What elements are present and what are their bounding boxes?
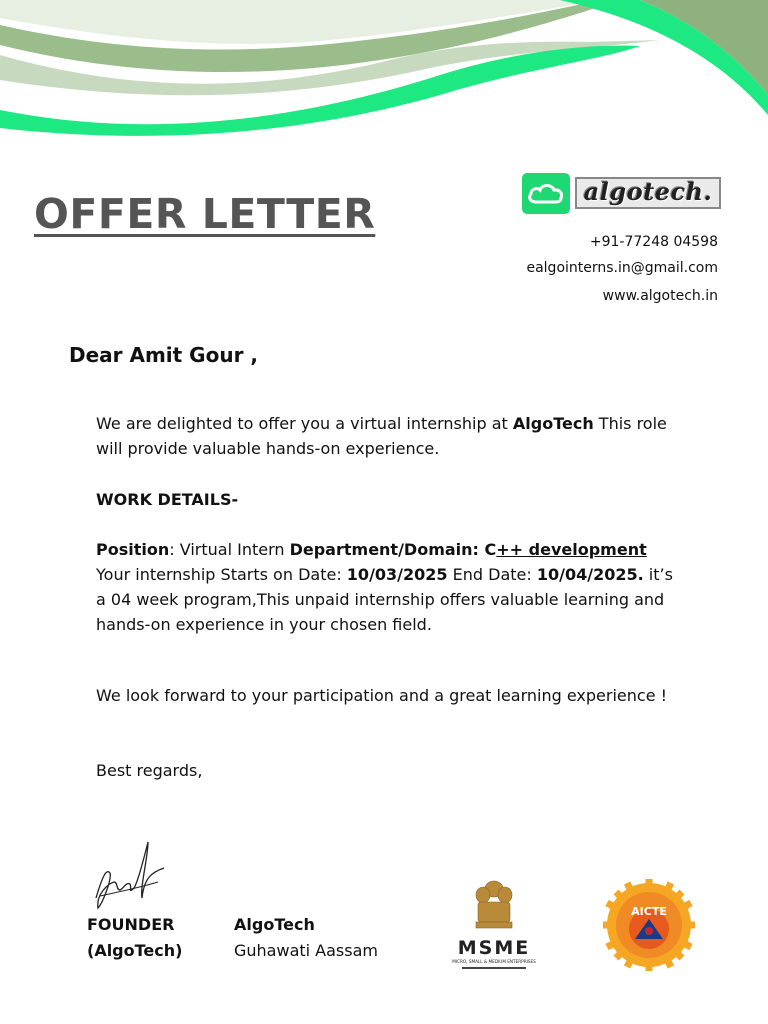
svg-text:MSME: MSME [457, 937, 531, 959]
cloud-icon [522, 173, 570, 214]
aicte-logo [601, 877, 697, 973]
page-title: OFFER LETTER [34, 190, 376, 238]
svg-text:AICTE: AICTE [631, 905, 667, 918]
company-location: Guhawati Aassam [234, 941, 378, 960]
header-wave-decoration [0, 0, 768, 140]
contact-phone: +91-77248 04598 [589, 234, 718, 250]
details-paragraph: Position: Virtual Intern Department/Domain: C++ development Your internship Starts on Date: 10/03/2025 End Date: 10/04/2025. it’s a 04 week program,This unpaid internship offers valuable learning and hands-on experience in your chosen field. [96, 540, 673, 634]
founder-label: FOUNDER [87, 915, 175, 934]
company-logo [522, 173, 723, 214]
founder-org: (AlgoTech) [87, 941, 183, 960]
contact-email: ealgointerns.in@gmail.com [526, 260, 718, 276]
handwritten-signature [88, 838, 168, 913]
contact-website: www.algotech.in [602, 288, 718, 304]
closing-line: We look forward to your participation and a great learning experience ! [96, 686, 668, 705]
company-name: AlgoTech [234, 915, 315, 934]
svg-text:MICRO, SMALL & MEDIUM ENTERPRI: MICRO, SMALL & MEDIUM ENTERPRISES [452, 959, 536, 964]
logo-wordmark: algotech. [575, 177, 721, 209]
work-details-heading: WORK DETAILS- [96, 490, 239, 509]
intro-paragraph: We are delighted to offer you a virtual internship at AlgoTech This role will provide valuable hands-on experience. [96, 414, 667, 458]
greeting: Dear Amit Gour , [69, 343, 259, 367]
msme-logo [448, 875, 540, 975]
regards-text: Best regards, [96, 761, 203, 780]
